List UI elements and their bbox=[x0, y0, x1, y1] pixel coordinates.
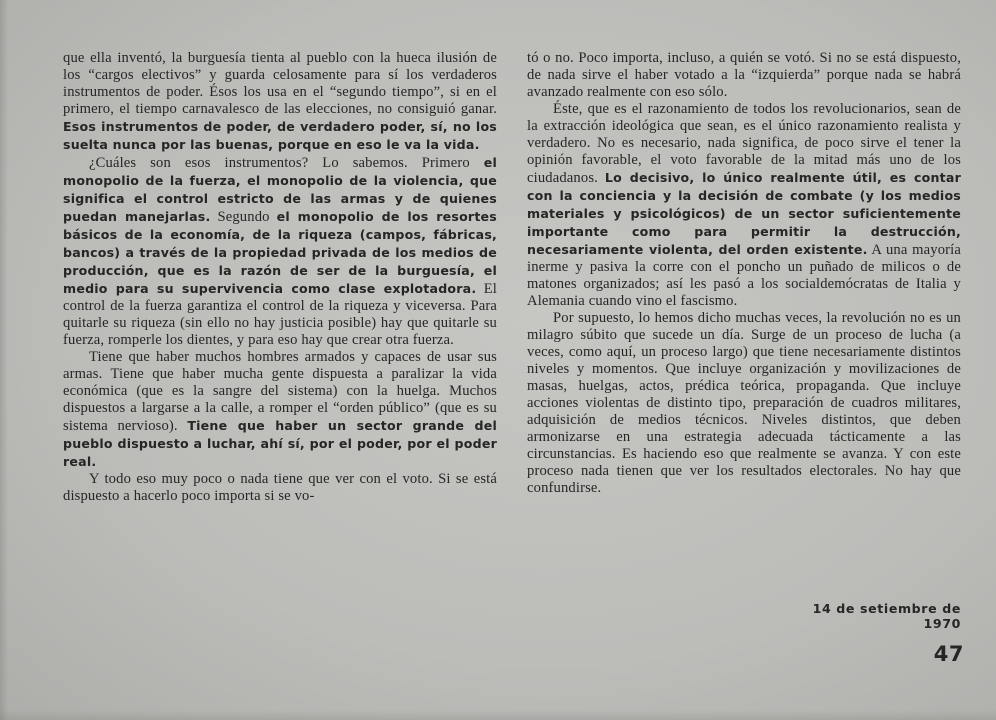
left-paragraph-2 bbox=[63, 154, 497, 349]
bold-emphasis-text: el monopolio de los resortes básicos de la economía, de la riqueza (campos, fábricas, bancos) a través de la propiedad privada de los medios de producción, que es la razón de ser de la burguesía, el medio para su supervivencia como clase explotadora. bbox=[63, 209, 497, 296]
left-paragraph-1 bbox=[63, 50, 497, 154]
body-text: A una mayoría inerme y pasiva la corre con el poncho un puñado de milicos o de matones organizados; así les pasó a los socialdemócratas de Italia y Alemania cuando vino el fascismo. bbox=[527, 242, 961, 309]
bold-emphasis-text: Esos instrumentos de poder, de verdadero poder, sí, no los suelta nunca por las buenas, porque en eso le va la vida. bbox=[63, 119, 497, 152]
left-paragraph-4 bbox=[63, 471, 497, 505]
bold-emphasis-text: Lo decisivo, lo único realmente útil, es contar con la conciencia y la decisión de combate (y los medios materiales y psicológicos) de un sector suficientemente importante como para permitir la destrucción, necesariamente violenta, del orden existente. bbox=[527, 170, 961, 257]
body-text: que ella inventó, la burguesía tienta al pueblo con la hueca ilusión de los “cargos electivos” y guarda celosamente para sí los verdaderos instrumentos de poder. Ésos los usa en el “segundo tiempo”, si en el primero, el tiempo carnavalesco de las elecciones, no consiguió ganar. bbox=[63, 50, 497, 117]
bold-emphasis-text: el monopolio de la fuerza, el monopolio de la violencia, que significa el control estricto de las armas y de quienes puedan manejarlas. bbox=[63, 155, 497, 224]
page-edge-shadow-left bbox=[0, 0, 8, 720]
body-text: Segundo bbox=[210, 209, 277, 225]
body-text: Tiene que haber muchos hombres armados y capaces de usar sus armas. Tiene que haber mucha gente dispuesta a paralizar la vida económica (que es la sangre del sistema) con la huelga. Muchos dispuestos a largarse a la calle, a romper el “orden público” (que es su sistema nervioso). bbox=[63, 349, 497, 434]
bold-emphasis-text: Tiene que haber un sector grande del pueblo dispuesto a luchar, ahí sí, por el poder, por el poder real. bbox=[63, 418, 497, 469]
body-text: Y todo eso muy poco o nada tiene que ver con el voto. Si se está dispuesto a hacerlo poco importa si se vo- bbox=[63, 471, 497, 504]
left-paragraph-3 bbox=[63, 349, 497, 471]
body-text: tó o no. Poco importa, incluso, a quién se votó. Si no se está dispuesto, de nada sirve el haber votado a la “izquierda” porque nada se habrá avanzado realmente con eso sólo. bbox=[527, 50, 961, 100]
right-paragraph-3 bbox=[527, 310, 961, 497]
right-text-column bbox=[527, 50, 961, 497]
page-edge-shadow-bottom bbox=[0, 710, 996, 720]
body-text: ¿Cuáles son esos instrumentos? Lo sabemos. Primero bbox=[89, 155, 484, 171]
page-number: 47 bbox=[933, 642, 964, 666]
right-paragraph-2 bbox=[527, 101, 961, 310]
body-text: Por supuesto, lo hemos dicho muchas veces, la revolución no es un milagro súbito que sucede un día. Surge de un proceso de lucha (a veces, como aquí, un proceso largo) que tiene necesariamente distintos niveles y momentos. Que incluye organización y movilizaciones de masas, huelgas, actos, prédica teórica, propaganda. Que incluye acciones violentas de distinto tipo, preparación de cuadros militares, adquisición de medios técnicos. Niveles distintos, que deben armonizarse en una estrategia adecuada tácticamente a las circunstancias. Es haciendo eso que realmente se avanza. Y con este proceso nada tienen que ver los resultados electorales. No hay que confundirse. bbox=[527, 310, 961, 496]
article-date: 14 de setiembre de 1970 bbox=[812, 601, 961, 631]
right-paragraph-1 bbox=[527, 50, 961, 101]
body-text: El control de la fuerza garantiza el control de la riqueza y viceversa. Para quitarle su riqueza (sin ello no hay justicia posible) hay que quitarle su fuerza, romperle los dientes, y para eso hay que crear otra fuerza. bbox=[63, 281, 497, 348]
left-text-column bbox=[63, 50, 497, 505]
body-text: Éste, que es el razonamiento de todos los revolucionarios, sean de la extracción ideológica que sean, es el único razonamiento realista y verdadero. No es necesario, nada significa, de poco sirve el tener la opinión favorable, el voto favorable de la mitad más uno de los ciudadanos. bbox=[527, 101, 961, 186]
